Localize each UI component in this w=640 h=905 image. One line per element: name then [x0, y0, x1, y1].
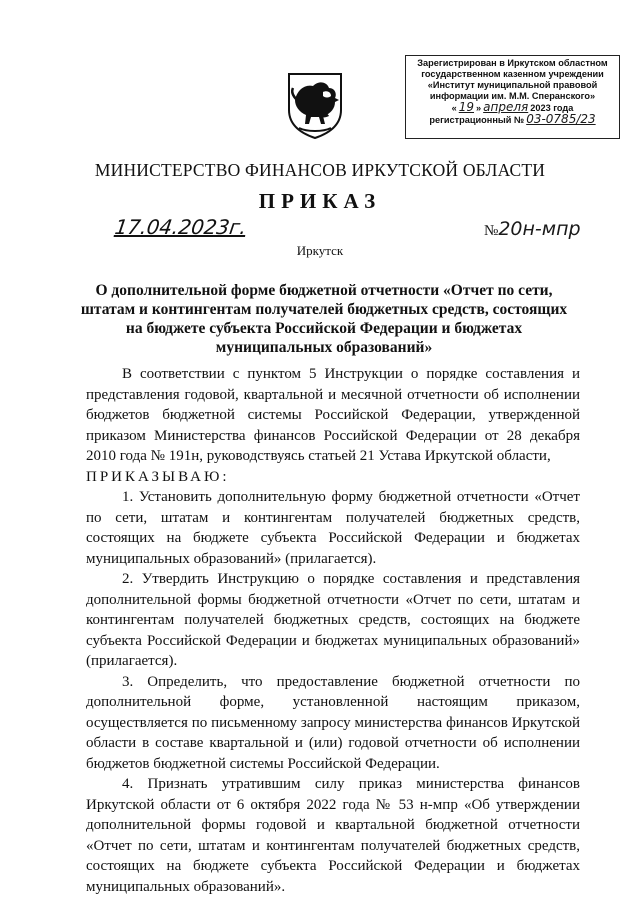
stamp-line: государственном казенном учреждении	[421, 69, 604, 79]
registration-stamp	[405, 55, 620, 139]
stamp-reg-number: 03-0785/23	[526, 112, 596, 126]
stamp-line: «Институт муниципальной правовой	[427, 80, 598, 90]
number-value: 20н-мпр	[498, 218, 581, 240]
order-date: 17.04.2023г.	[113, 215, 249, 239]
order-body	[86, 364, 580, 897]
ministry-name: МИНИСТЕРСТВО ФИНАНСОВ ИРКУТСКОЙ ОБЛАСТИ	[94, 160, 546, 180]
order-item: 2. Утвердить Инструкцию о порядке составления и представления дополнительной формы бюджетной отчетности «Отчет по сети, штатам и контингентам получателей бюджетных средств, состоящих на бюджете субъекта Российской Федерации и бюджетах муниципальных образований» (прилагается).	[86, 571, 580, 669]
preamble: В соответствии с пунктом 5 Инструкции о порядке составления и представления годовой, квартальной и месячной отчетности об исполнении бюджетов бюджетной системы Российской Федерации, утвержденной приказом Министерства финансов Российской Федерации от 28 декабря 2010 года № 191н, руководствуясь статьей 21 Устава Иркутской области,	[86, 366, 580, 464]
stamp-date-day: 19	[458, 100, 475, 114]
stamp-reg-row	[409, 114, 616, 126]
order-title: О дополнительной форме бюджетной отчетности «Отчет по сети, штатам и контингентам получателей бюджетных средств, состоящих на бюджете субъекта Российской Федерации и бюджетах муниципальных образований»	[80, 282, 568, 356]
stamp-line: информации им. М.М. Сперанского»	[429, 91, 596, 101]
order-word: ПРИКАЗЫВАЮ:	[86, 468, 230, 485]
stamp-reg-label: регистрационный №	[429, 115, 525, 125]
order-item: 4. Признать утратившим силу приказ министерства финансов Иркутской области от 6 октября 2022 года № 53 н-мпр «Об утверждении дополнительной формы годовой и квартальной бюджетной отчетности «Отчет по сети, штатам и контингентам получателей бюджетных средств, состоящих на бюджете субъекта Российской Федерации и бюджетах муниципальных образований».	[86, 776, 580, 895]
stamp-date-month: апреля	[483, 100, 529, 114]
order-item: 3. Определить, что предоставление бюджетной отчетности по дополнительной форме, установленной настоящим приказом, осуществляется по письменному запросу министерства финансов Иркутской области в составе квартальной и (или) годовой отчетности об исполнении бюджетов бюджетной системы Российской Федерации.	[86, 673, 580, 772]
document-type: ПРИКАЗ	[258, 189, 382, 213]
number-prefix: №	[484, 223, 499, 239]
coat-of-arms-icon	[283, 70, 347, 140]
order-number	[484, 218, 581, 240]
stamp-line: Зарегистрирован в Иркутском областном	[417, 58, 608, 68]
order-item: 1. Установить дополнительную форму бюджетной отчетности «Отчет по сети, штатам и контингентам получателей бюджетных средств, состоящих на бюджете субъекта Российской Федерации и бюджетах муниципальных образований» (прилагается).	[86, 489, 580, 567]
stamp-date-year: 2023 года	[530, 103, 574, 113]
city: Иркутск	[296, 243, 344, 258]
stamp-date-row: « 19 » апреля 2023 года	[451, 100, 574, 114]
